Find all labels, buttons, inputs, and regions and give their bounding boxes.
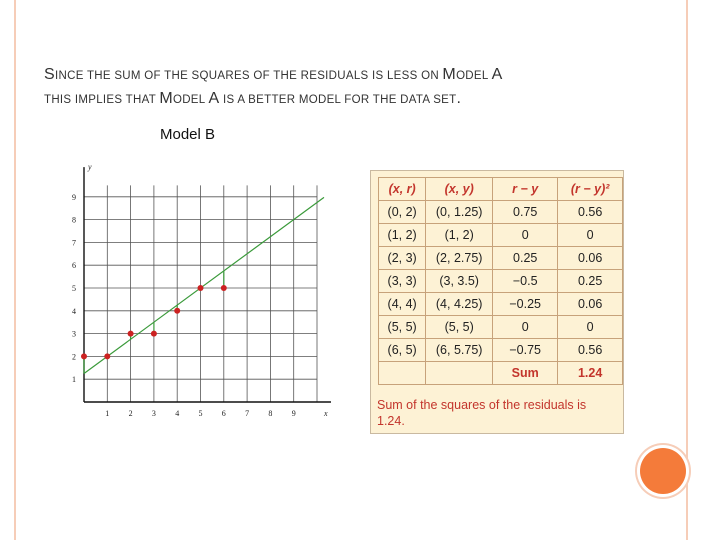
x-tick-label: 4: [175, 409, 180, 418]
table-cell: (4, 4.25): [426, 293, 493, 316]
data-point: [221, 285, 227, 291]
table-row: [379, 247, 623, 270]
table-cell: 0.56: [558, 201, 623, 224]
data-point: [128, 331, 134, 337]
table-row: [379, 224, 623, 247]
y-tick-label: 2: [72, 352, 76, 362]
table-row: [379, 201, 623, 224]
table-cell: 0: [493, 316, 558, 339]
x-tick-label: 6: [221, 409, 226, 418]
title-segment: ODEL: [456, 70, 492, 82]
title-segment: ODEL: [172, 94, 209, 106]
data-point: [104, 353, 110, 359]
table-cell: (2, 2.75): [426, 247, 493, 270]
table-cell: (0, 1.25): [426, 201, 493, 224]
x-tick-label: 2: [128, 409, 133, 418]
y-tick-label: 3: [72, 329, 76, 339]
slide-title-line-1: [44, 66, 503, 84]
data-point: [151, 331, 157, 337]
regression-line: [84, 197, 324, 373]
table-cell: −0.25: [493, 293, 558, 316]
table-row: [379, 293, 623, 316]
table-cell: (2, 3): [379, 247, 426, 270]
title-segment: .: [456, 90, 462, 107]
table-cell: (3, 3.5): [426, 270, 493, 293]
x-tick-label: 9: [291, 409, 296, 418]
y-tick-label: 8: [72, 215, 76, 225]
y-tick-label: 9: [72, 192, 76, 202]
table-header-cell: (x, y): [426, 178, 493, 201]
table-sum-row: [379, 362, 623, 385]
table-cell: (6, 5): [379, 339, 426, 362]
data-point: [81, 353, 87, 359]
y-tick-label: 1: [72, 375, 76, 385]
title-segment: A: [491, 66, 503, 83]
x-tick-label: 5: [198, 409, 203, 418]
slide-title-line-2: [44, 90, 461, 108]
table-cell: 0.56: [558, 339, 623, 362]
x-tick-label: 3: [151, 409, 156, 418]
y-tick-label: 7: [72, 238, 76, 248]
data-point: [198, 285, 204, 291]
right-border-stripe: [686, 0, 688, 540]
table-header-cell: r − y: [493, 178, 558, 201]
title-segment: INCE THE SUM OF THE SQUARES OF THE RESIDUALS IS LESS ON: [54, 70, 443, 82]
table-row: [379, 316, 623, 339]
title-segment: M: [442, 66, 457, 83]
table-header-cell: (r − y)²: [558, 178, 623, 201]
title-segment: S: [44, 66, 55, 83]
table-cell: (6, 5.75): [426, 339, 493, 362]
y-tick-label: 5: [72, 284, 76, 293]
table-cell: −0.5: [493, 270, 558, 293]
residuals-table-panel: [370, 170, 624, 434]
y-axis-label: y: [88, 162, 92, 172]
table-row: [379, 270, 623, 293]
x-tick-label: 8: [268, 409, 273, 418]
data-point: [174, 308, 180, 314]
residuals-table: [378, 177, 623, 385]
table-cell: 0.25: [493, 247, 558, 270]
table-cell: (1, 2): [379, 224, 426, 247]
table-cell: 0.25: [558, 270, 623, 293]
table-cell: (5, 5): [426, 316, 493, 339]
table-cell: 0.06: [558, 293, 623, 316]
title-segment: M: [159, 90, 173, 107]
table-cell: 0: [558, 224, 623, 247]
table-cell-empty: [426, 362, 493, 385]
table-cell: (3, 3): [379, 270, 426, 293]
title-segment: THIS IMPLIES THAT: [44, 94, 160, 106]
table-cell: 0: [558, 316, 623, 339]
model-label: Model B: [160, 126, 216, 143]
table-cell: (5, 5): [379, 316, 426, 339]
sum-label: Sum: [493, 362, 558, 385]
x-tick-label: 1: [105, 409, 110, 418]
left-border-stripe: [14, 0, 16, 540]
x-tick-label: 7: [245, 409, 250, 418]
decorative-orange-circle: [640, 448, 686, 494]
table-cell: 0.06: [558, 247, 623, 270]
title-segment: A: [208, 90, 220, 107]
table-cell: (0, 2): [379, 201, 426, 224]
scatter-plot: [60, 160, 340, 430]
table-cell: (4, 4): [379, 293, 426, 316]
residuals-caption: Sum of the squares of the residuals is 1.24.: [377, 398, 587, 428]
y-tick-label: 6: [72, 261, 76, 271]
table-row: [379, 339, 623, 362]
y-tick-label: 4: [72, 306, 76, 316]
table-cell: (1, 2): [426, 224, 493, 247]
sum-value: 1.24: [558, 362, 623, 385]
table-cell: 0.75: [493, 201, 558, 224]
table-cell: −0.75: [493, 339, 558, 362]
table-cell-empty: [379, 362, 426, 385]
table-header-cell: (x, r): [379, 178, 426, 201]
x-axis-label: x: [323, 409, 328, 418]
title-segment: IS A BETTER MODEL FOR THE DATA SET: [219, 94, 457, 106]
table-cell: 0: [493, 224, 558, 247]
